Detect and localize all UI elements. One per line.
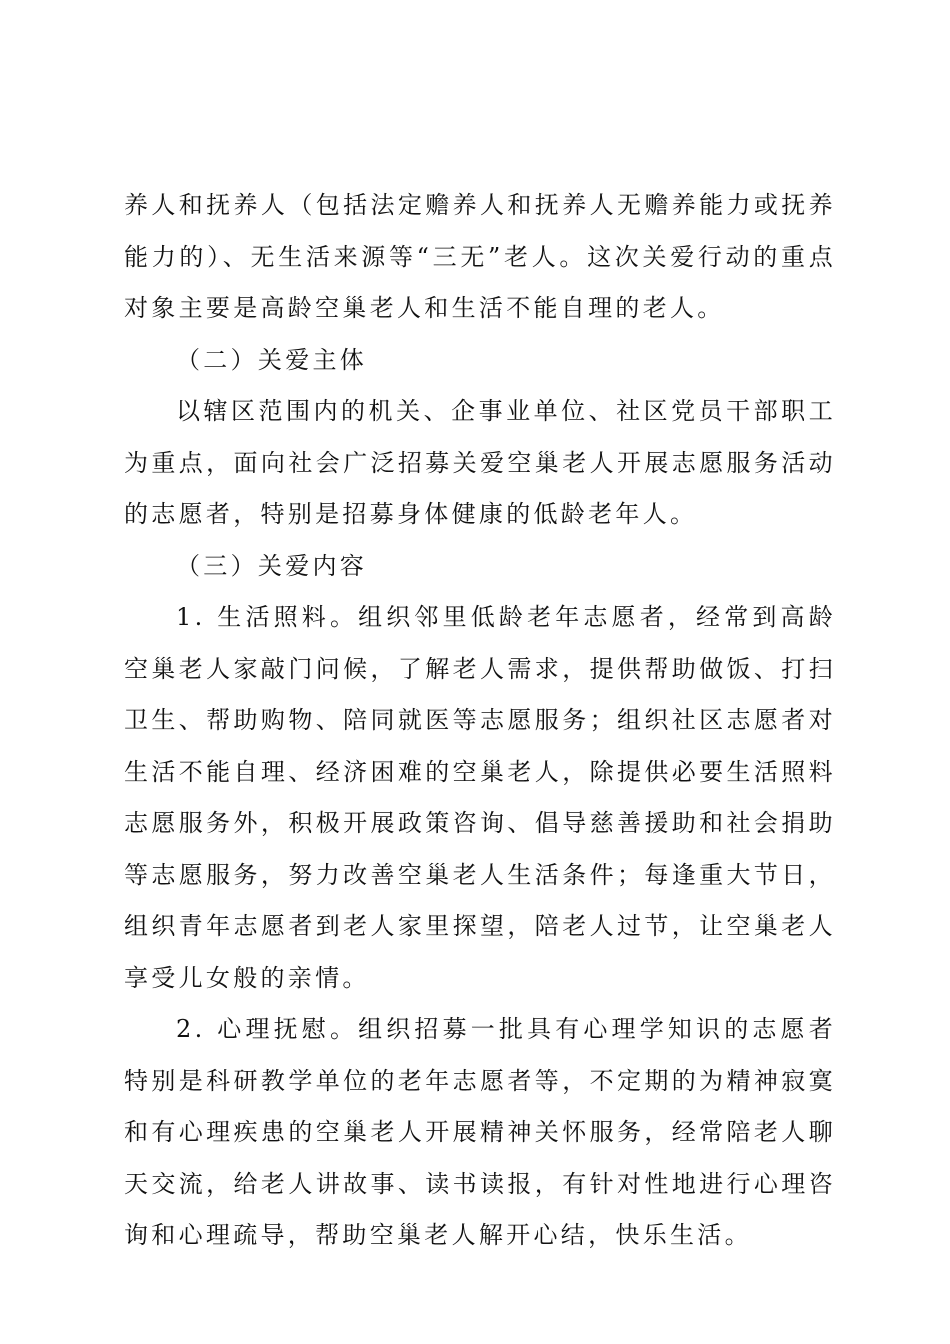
section-heading-subject: （二）关爱主体 xyxy=(176,345,368,374)
section-heading-content: （三）关爱内容 xyxy=(176,551,368,580)
paragraph-continuation: 养人和抚养人（包括法定赡养人和抚养人无赡养能力或抚养能力的）、无生活来源等“三无”老人。这次关爱行动的重点对象主要是高龄空巢老人和生活不能自理的老人。 xyxy=(124,191,836,322)
paragraph-psychological-comfort: 2. 心理抚慰。组织招募一批具有心理学知识的志愿者特别是科研教学单位的老年志愿者等，不定期的为精神寂寞和有心理疾患的空巢老人开展精神关怀服务，经常陪老人聊天交流，给老人讲故事、读书读报，有针对性地进行心理咨询和心理疏导，帮助空巢老人解开心结，快乐生活。 xyxy=(124,1015,836,1249)
paragraph-life-care: 1. 生活照料。组织邻里低龄老年志愿者，经常到高龄空巢老人家敲门问候，了解老人需求，提供帮助做饭、打扫卫生、帮助购物、陪同就医等志愿服务；组织社区志愿者对生活不能自理、经济困难的空巢老人，除提供必要生活照料志愿服务外，积极开展政策咨询、倡导慈善援助和社会捐助等志愿服务，努力改善空巢老人生活条件；每逢重大节日，组织青年志愿者到老人家里探望，陪老人过节，让空巢老人享受儿女般的亲情。 xyxy=(124,603,836,992)
document-body xyxy=(124,180,836,1262)
paragraph-subject: 以辖区范围内的机关、企事业单位、社区党员干部职工为重点，面向社会广泛招募关爱空巢老人开展志愿服务活动的志愿者，特别是招募身体健康的低龄老年人。 xyxy=(124,397,836,528)
